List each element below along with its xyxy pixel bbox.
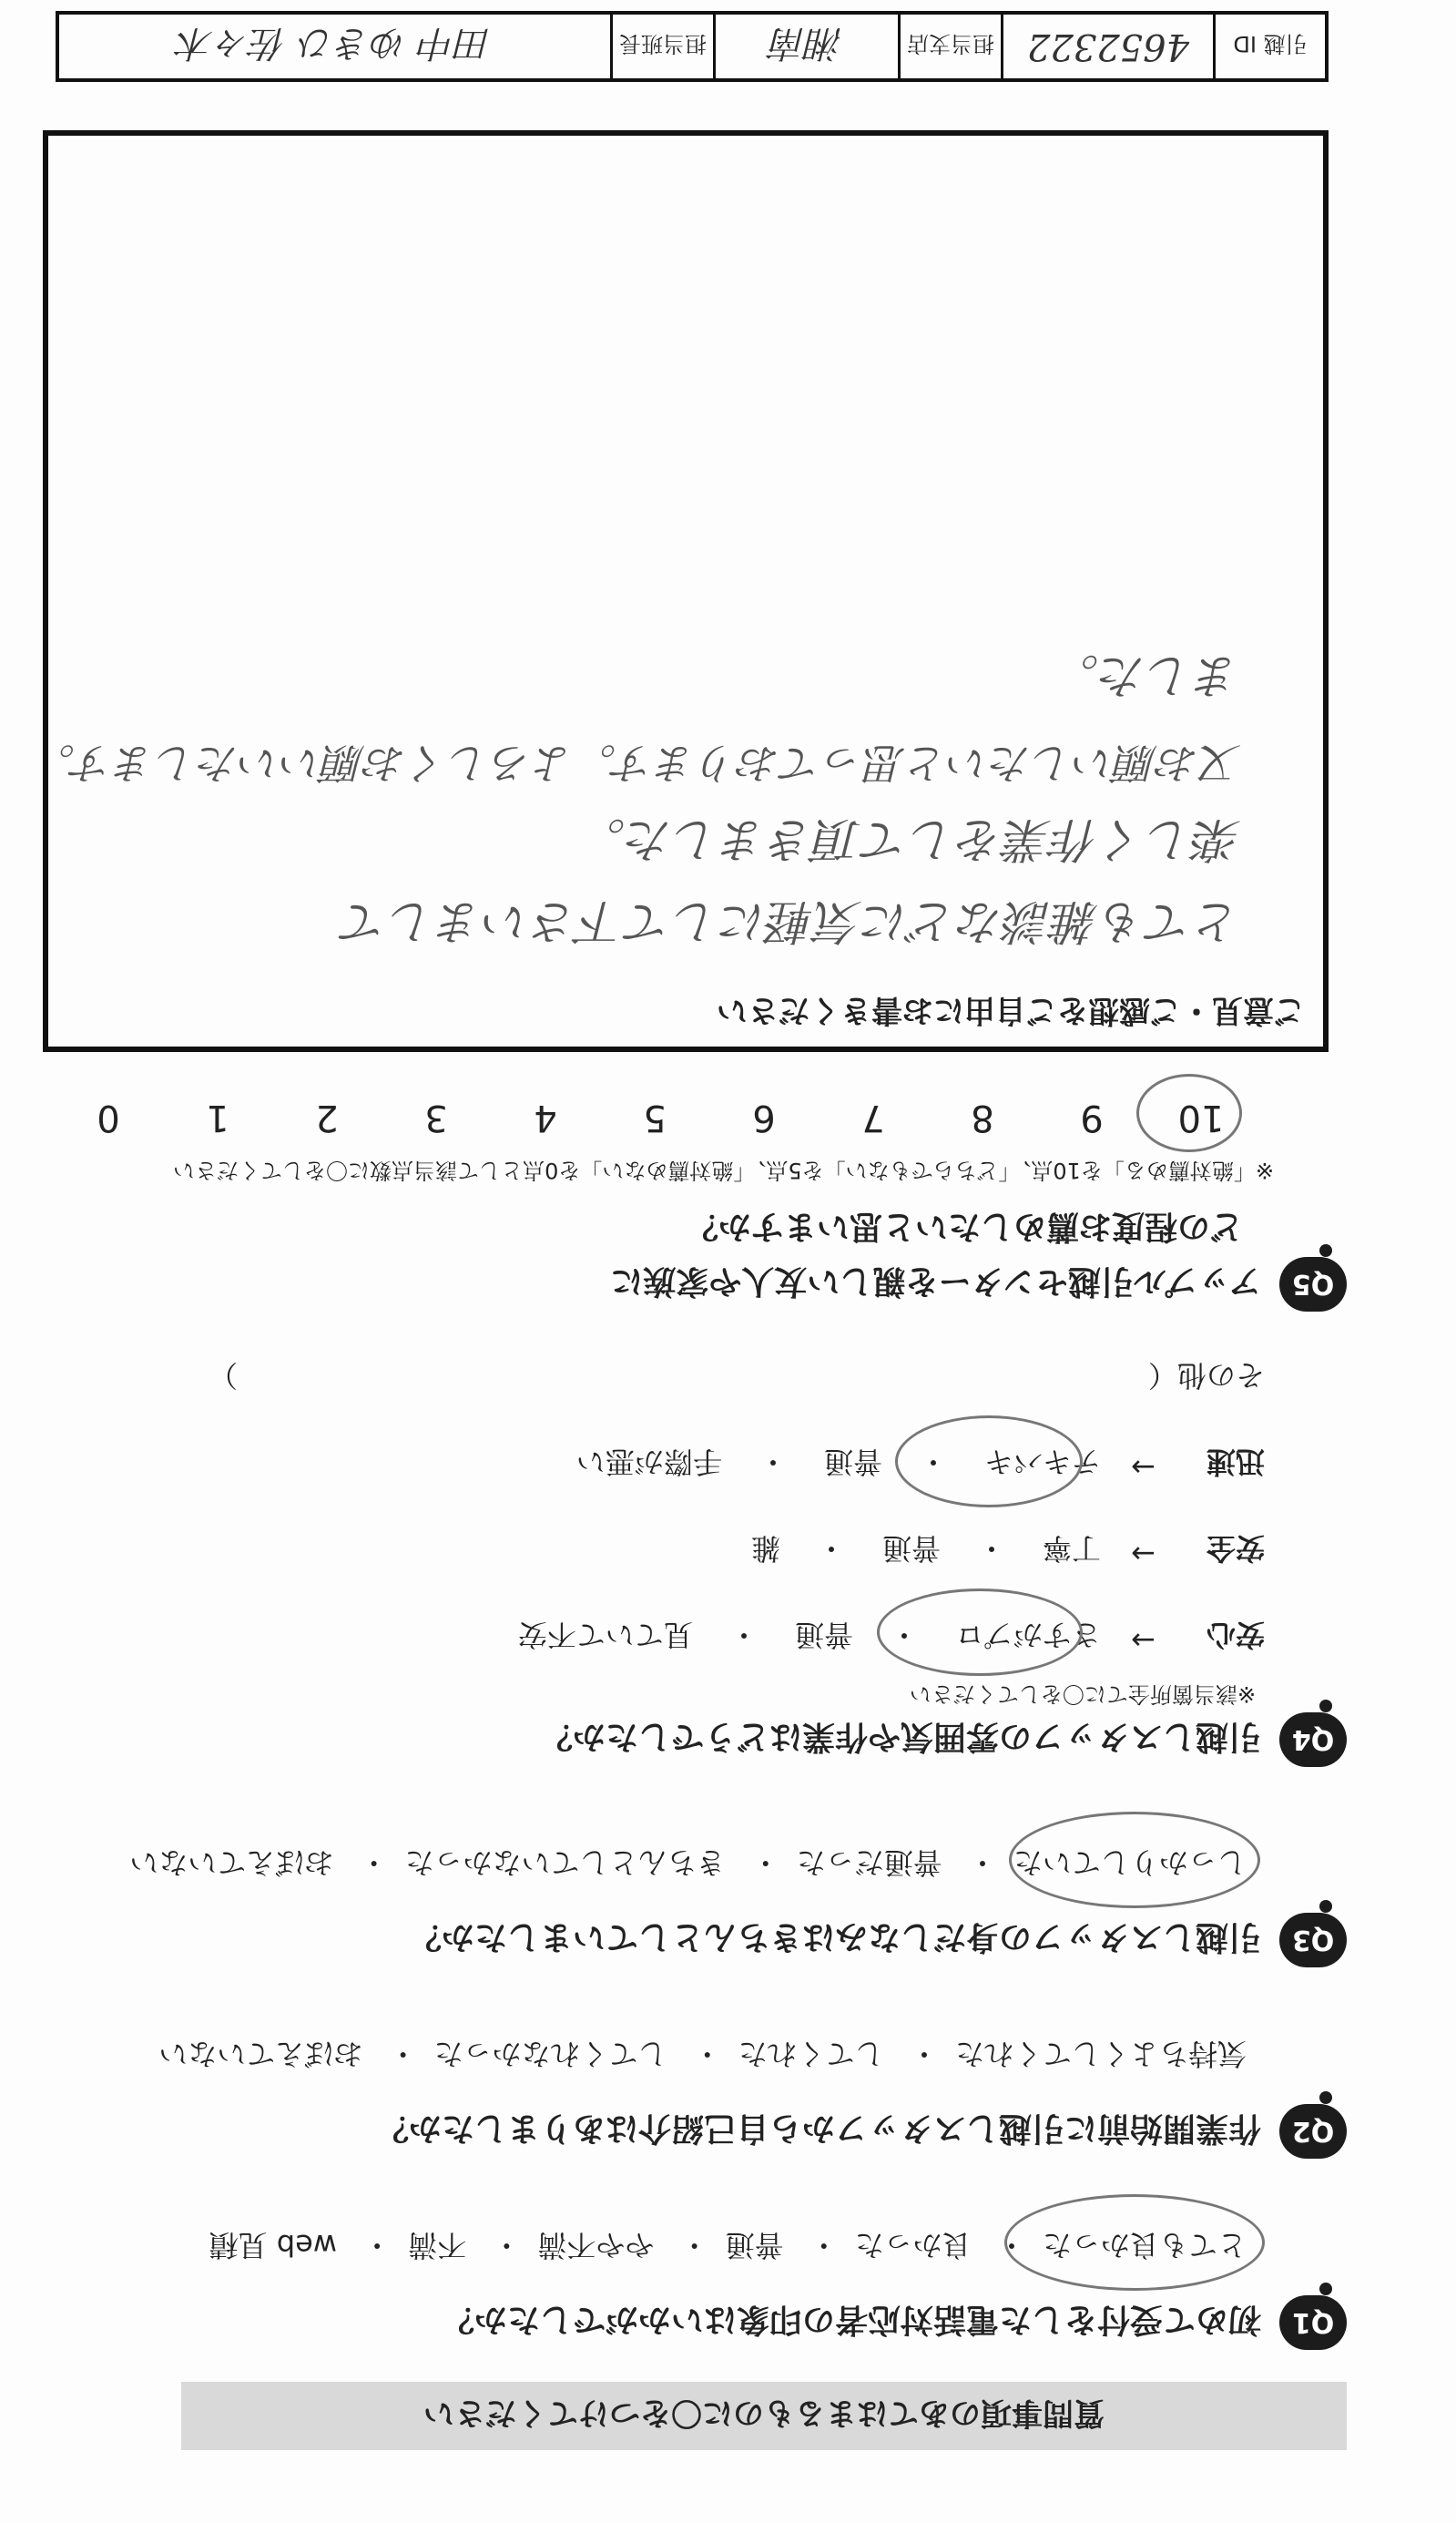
q1-option[interactable]: 良かった xyxy=(854,2228,972,2263)
question-5 xyxy=(610,1257,1347,1312)
q4-other-close: ） xyxy=(208,1358,238,1393)
q1-option[interactable]: web 見積 xyxy=(209,2228,337,2263)
scale-option[interactable]: 2 xyxy=(315,1097,339,1139)
scale-option[interactable]: 1 xyxy=(206,1097,229,1139)
handwritten-line: 楽しく作業をして頂きました。 xyxy=(577,812,1241,866)
q4-option[interactable]: さすがプロ xyxy=(954,1618,1101,1652)
handwritten-line: 又お願いしたいと思っております。よろしくお願いいたします。 xyxy=(33,739,1241,788)
q3-option[interactable]: おぼえていない xyxy=(129,1845,334,1880)
meta-id-value: 4652322 xyxy=(1001,15,1213,78)
q1-options: とても良かった・ 良かった・ 普通・ やや不満・ 不満・ web 見積 xyxy=(209,2228,1247,2263)
q4-row-anshin: 安心 → さすがプロ ・ 普通 ・ 見ていて不安 xyxy=(517,1618,1265,1658)
scale-option[interactable]: 6 xyxy=(752,1097,776,1139)
question-4 xyxy=(540,1712,1347,1767)
handwritten-line: ました。 xyxy=(1051,648,1241,702)
question-3 xyxy=(409,1913,1347,1967)
q5-note: ※「絶対薦める」を10点、「どちらでもない」を5点、「絶対薦めない」を0点として該当点数に〇をしてください xyxy=(173,1158,1274,1183)
q4-other xyxy=(81,1356,1265,1398)
meta-branch-label: 担当支店 xyxy=(898,15,1001,78)
q4-other-label: その他（ xyxy=(1147,1358,1265,1393)
q4-row-label: 迅速 xyxy=(1206,1445,1265,1479)
q4-option[interactable]: 普通 xyxy=(794,1618,853,1652)
q4-text: 引越しスタッフの雰囲気や作業はどうでしたか？ xyxy=(539,1718,1261,1756)
meta-id-label: 引越 ID xyxy=(1213,15,1325,78)
recommend-scale xyxy=(54,1097,1256,1139)
q3-option[interactable]: しっかりしていた xyxy=(1013,1845,1247,1880)
q3-options: しっかりしていた・ 普通だった・ きちんとしていなかった・ おぼえていない xyxy=(129,1845,1247,1880)
scale-option[interactable]: 4 xyxy=(534,1097,557,1139)
q4-option[interactable]: 丁寧 xyxy=(1042,1531,1101,1566)
q1-option[interactable]: やや不満 xyxy=(537,2228,655,2263)
q2-badge: Q2 xyxy=(1279,2104,1347,2159)
scale-option[interactable]: 8 xyxy=(971,1097,994,1139)
scale-option[interactable]: 9 xyxy=(1080,1097,1104,1139)
answer-circle xyxy=(1136,1074,1242,1152)
opinion-title: ご意見・ご感想をご自由にお書きください xyxy=(717,992,1305,1028)
q5-badge: Q5 xyxy=(1279,1257,1347,1312)
q4-badge: Q4 xyxy=(1279,1712,1347,1767)
q3-option[interactable]: 普通だった xyxy=(796,1845,942,1880)
q4-option[interactable]: 普通 xyxy=(881,1531,941,1566)
scale-option[interactable]: 0 xyxy=(97,1097,120,1139)
meta-table xyxy=(56,11,1329,82)
instruction-banner: 質問事項のあてはまるものに〇をつけてください xyxy=(181,2382,1347,2450)
answer-circle xyxy=(1009,1812,1260,1908)
q2-text: 作業開始前に引越しスタッフから自己紹介はありましたか？ xyxy=(375,2109,1261,2148)
q4-note: ※該当箇所全てに〇をしてください xyxy=(909,1681,1256,1707)
scale-option[interactable]: 3 xyxy=(424,1097,448,1139)
q3-option[interactable]: きちんとしていなかった xyxy=(404,1845,726,1880)
q4-option[interactable]: 手際が悪い xyxy=(575,1445,722,1479)
q4-row-jinsoku: 迅速 → テキパキ ・ 普通 ・ 手際が悪い xyxy=(575,1445,1265,1485)
q2-option[interactable]: してくれた xyxy=(738,2037,884,2071)
q3-badge: Q3 xyxy=(1279,1913,1347,1967)
arrow-icon: → xyxy=(1131,1537,1156,1571)
q2-options: 気持ちよくしてくれた・ してくれた・ してくれなかった・ おぼえていない xyxy=(158,2037,1247,2071)
meta-branch-value: 湘南 xyxy=(713,15,898,78)
question-1 xyxy=(442,2295,1347,2350)
q1-badge: Q1 xyxy=(1279,2295,1347,2350)
q2-option[interactable]: 気持ちよくしてくれた xyxy=(954,2037,1247,2071)
answer-circle xyxy=(1004,2194,1265,2291)
meta-leader-label: 担当班長 xyxy=(610,15,713,78)
q4-row-label: 安心 xyxy=(1206,1618,1265,1652)
q3-text: 引越しスタッフの身だしなみはきちんとしていましたか？ xyxy=(408,1918,1261,1956)
q1-option[interactable]: 普通 xyxy=(725,2228,784,2263)
q4-option[interactable]: 普通 xyxy=(823,1445,882,1479)
q1-option[interactable]: とても良かった xyxy=(1042,2228,1247,2263)
q4-option[interactable]: 見ていて不安 xyxy=(517,1618,693,1652)
scale-option[interactable]: 5 xyxy=(643,1097,667,1139)
q5-text-1: アップル引越センターを親しい友人や家族に xyxy=(610,1262,1261,1301)
question-2 xyxy=(376,2104,1347,2159)
q2-option[interactable]: してくれなかった xyxy=(433,2037,667,2071)
arrow-icon: → xyxy=(1131,1450,1156,1485)
opinion-box xyxy=(33,130,1329,1052)
scale-option[interactable]: 7 xyxy=(861,1097,885,1139)
scale-option[interactable]: 10 xyxy=(1177,1097,1225,1139)
q4-option[interactable]: 雑 xyxy=(750,1531,780,1566)
answer-circle xyxy=(895,1415,1083,1507)
q4-row-anzen: 安全 → 丁寧 ・ 普通 ・ 雑 xyxy=(750,1531,1265,1571)
q5-text-2: どの程度お薦めしたいと思いますか？ xyxy=(685,1208,1243,1245)
q1-text: 初めて受付をした電話対応者の印象はいかがでしたか？ xyxy=(441,2301,1261,2339)
q4-option[interactable]: テキパキ xyxy=(983,1445,1101,1479)
meta-leader-value: 田中 ゆきひ 佐々木 xyxy=(177,22,493,65)
q2-option[interactable]: おぼえていない xyxy=(158,2037,363,2071)
q4-row-label: 安全 xyxy=(1206,1531,1265,1566)
handwritten-line: とても雑談などに気軽にして下さいまして xyxy=(341,894,1241,948)
answer-circle xyxy=(877,1588,1083,1676)
sheet-inner xyxy=(8,0,1347,2523)
q1-option[interactable]: 不満 xyxy=(408,2228,467,2263)
arrow-icon: → xyxy=(1131,1623,1156,1658)
